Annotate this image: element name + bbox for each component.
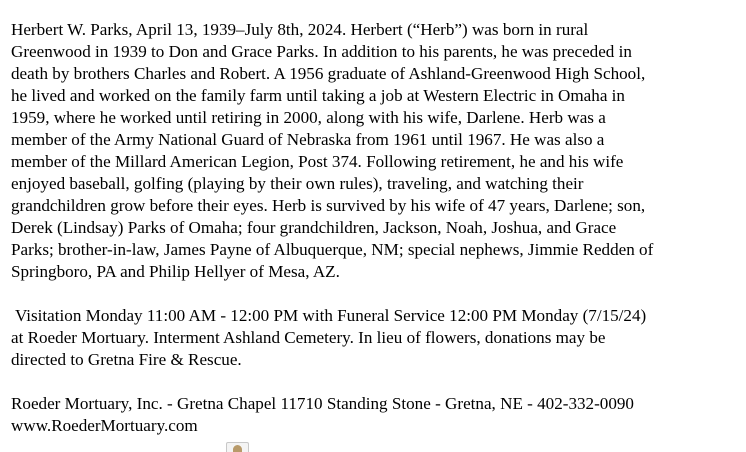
text-line: death by brothers Charles and Robert. A 1956 graduate of Ashland-Greenwood High School, <box>11 64 646 83</box>
text-line: Herbert W. Parks, April 13, 1939–July 8th, 2024. Herbert (“Herb”) was born in rural <box>11 20 589 39</box>
mortuary-address-line: Roeder Mortuary, Inc. - Gretna Chapel 11710 Standing Stone - Gretna, NE - 402-332-0090 <box>11 394 634 413</box>
service-details-paragraph <box>11 305 739 371</box>
text-line: he lived and worked on the family farm until taking a job at Western Electric in Omaha in <box>11 86 625 105</box>
text-line: 1959, where he worked until retiring in 2000, along with his wife, Darlene. Herb was a <box>11 108 606 127</box>
text-line: Springboro, PA and Philip Hellyer of Mesa, AZ. <box>11 262 340 281</box>
image-icon <box>233 445 242 452</box>
text-line: directed to Gretna Fire & Rescue. <box>11 350 242 369</box>
text-line: member of the Army National Guard of Nebraska from 1961 until 1967. He was also a <box>11 130 605 149</box>
mortuary-contact-paragraph <box>11 393 739 437</box>
text-line: Visitation Monday 11:00 AM - 12:00 PM with Funeral Service 12:00 PM Monday (7/15/24) <box>11 306 647 325</box>
text-line: Derek (Lindsay) Parks of Omaha; four grandchildren, Jackson, Noah, Joshua, and Grace <box>11 218 617 237</box>
text-line: at Roeder Mortuary. Interment Ashland Cemetery. In lieu of flowers, donations may be <box>11 328 606 347</box>
obituary-biography-paragraph <box>11 19 739 283</box>
text-line: Greenwood in 1939 to Don and Grace Parks. In addition to his parents, he was preceded in <box>11 42 632 61</box>
mortuary-website-link[interactable]: www.RoederMortuary.com <box>11 416 198 435</box>
text-line: member of the Millard American Legion, Post 374. Following retirement, he and his wife <box>11 152 624 171</box>
cropped-photo-thumbnail <box>226 442 249 452</box>
obituary-document <box>11 19 739 437</box>
text-line: enjoyed baseball, golfing (playing by their own rules), traveling, and watching their <box>11 174 584 193</box>
text-line: grandchildren grow before their eyes. Herb is survived by his wife of 47 years, Darlene; son, <box>11 196 646 215</box>
text-line: Parks; brother-in-law, James Payne of Albuquerque, NM; special nephews, Jimmie Redden of <box>11 240 654 259</box>
